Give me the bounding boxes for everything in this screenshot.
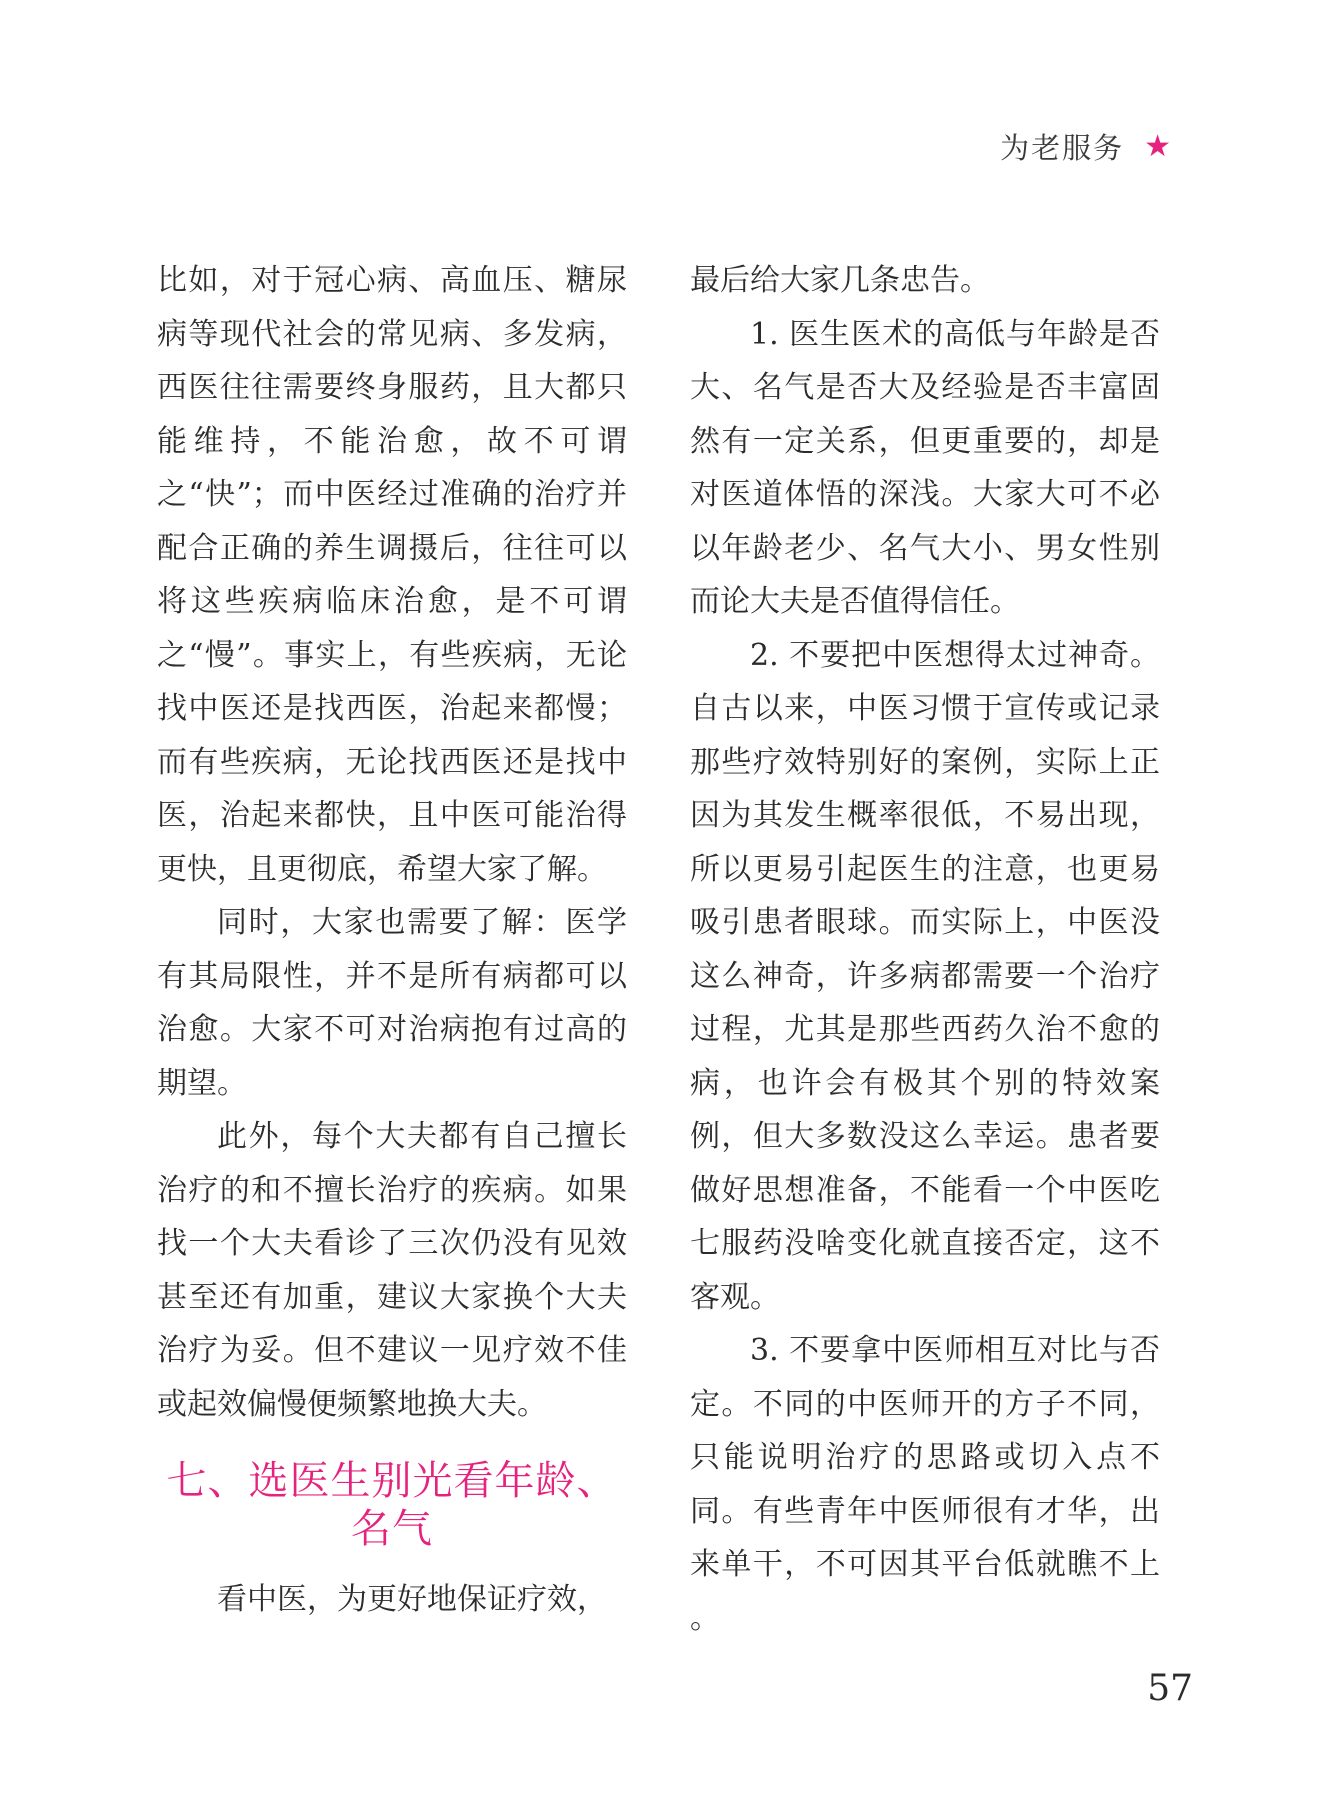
section-heading-line: 七、选医生别光看年龄、 <box>166 1458 618 1504</box>
right-column <box>690 254 1160 1645</box>
paragraph: 同时，大家也需要了解：医学有其局限性，并不是所有病都可以治愈。大家不可对治病抱有过高的期望。 <box>157 905 627 1101</box>
paragraph: 此外，每个大夫都有自己擅长治疗的和不擅长治疗的疾病。如果找一个大夫看诊了三次仍没有见效甚至还有加重，建议大家换个大夫治疗为妥。但不建议一见疗效不佳或起效偏慢便频繁地换大夫。 <box>157 1119 627 1422</box>
star-icon: ★ <box>1144 128 1173 164</box>
paragraph: 看中医，为更好地保证疗效， <box>217 1582 607 1617</box>
running-head <box>1000 126 1173 167</box>
section-heading-line: 名气 <box>351 1506 433 1552</box>
page-number: 57 <box>1147 1668 1193 1709</box>
running-title: 为老服务 <box>1000 131 1125 165</box>
section-heading <box>157 1457 627 1573</box>
paragraph: 比如，对于冠心病、高血压、糖尿病等现代社会的常见病、多发病，西医往往需要终身服药，且大都只能维持，不能治愈，故不可谓之“快”；而中医经过准确的治疗并配合正确的养生调摄后，往往可以将这些疾病临床治愈，是不可谓之“慢”。事实上，有些疾病，无论找中医还是找西医，治起来都慢；而有些疾病，无论找西医还是找中医，治起来都快，且中医可能治得更快，且更彻底，希望大家了解。 <box>157 263 627 887</box>
paragraph: 3. 不要拿中医师相互对比与否定。不同的中医师开的方子不同，只能说明治疗的思路或切入点不同。有些青年中医师很有才华，出来单干，不可因其平台低就瞧不上 。 <box>690 1333 1160 1636</box>
paragraph: 2. 不要把中医想得太过神奇。自古以来，中医习惯于宣传或记录那些疗效特别好的案例，实际上正因为其发生概率很低，不易出现，所以更易引起医生的注意，也更易吸引患者眼球。而实际上，中医没这么神奇，许多病都需要一个治疗过程，尤其是那些西药久治不愈的病，也许会有极其个别的特效案例，但大多数没这么幸运。患者要做好思想准备，不能看一个中医吃七服药没啥变化就直接否定，这不客观。 <box>690 637 1160 1315</box>
paragraph: 1. 医生医术的高低与年龄是否大、名气是否大及经验是否丰富固然有一定关系，但更重要的，却是对医道体悟的深浅。大家大可不必以年龄老少、名气大小、男女性别而论大夫是否值得信任。 <box>690 316 1160 619</box>
paragraph: 最后给大家几条忠告。 <box>690 263 990 298</box>
left-column <box>157 254 627 1627</box>
